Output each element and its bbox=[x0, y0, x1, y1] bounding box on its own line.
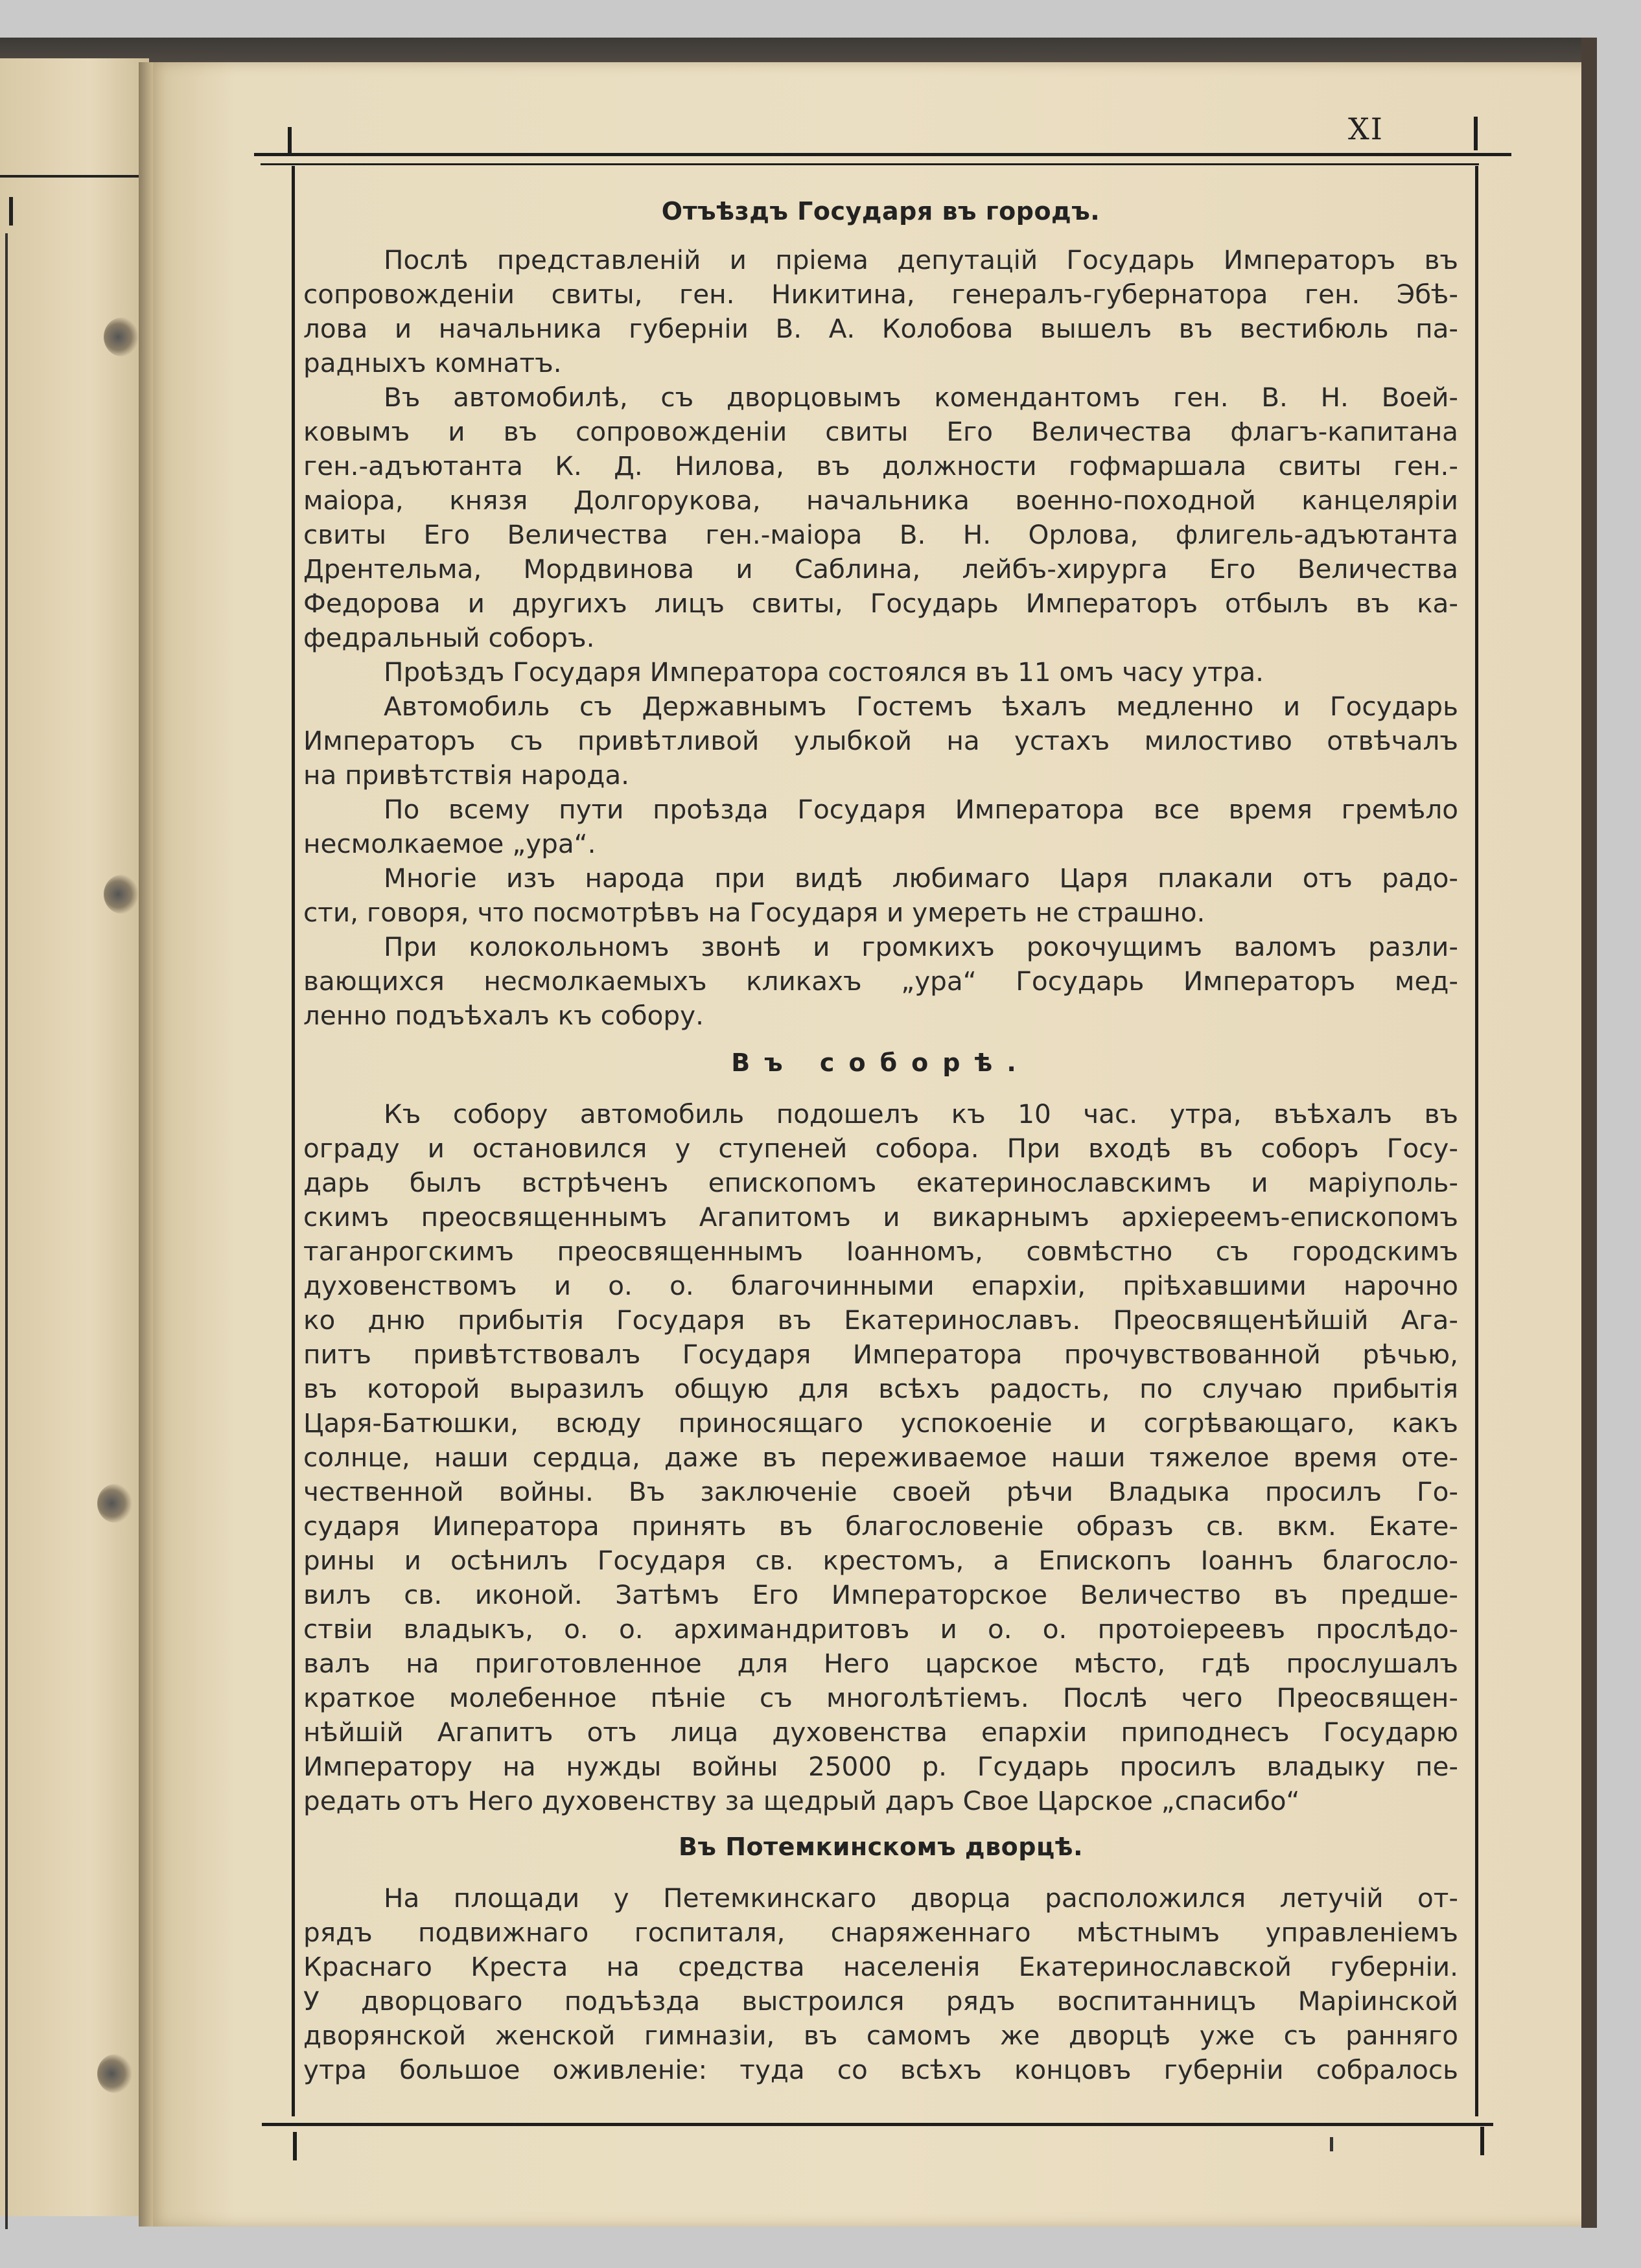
text-line: ко дню прибытія Государя въ Екатеринославъ. Преосвященѣйшій Ага- bbox=[303, 1304, 1458, 1336]
text-line: сопровожденіи свиты, ген. Никитина, генералъ-губернатора ген. Эбѣ- bbox=[303, 279, 1458, 310]
bottom-rule bbox=[262, 2123, 1493, 2126]
previous-page-frame-line bbox=[5, 233, 8, 2229]
text-line: Императору на нужды войны 25000 р. Гсударь просилъ владыку пе- bbox=[303, 1751, 1458, 1782]
text-line: ограду и остановился у ступеней собора. При входѣ въ соборъ Госу- bbox=[303, 1133, 1458, 1164]
text-line: У дворцоваго подъѣзда выстроился рядъ воспитанницъ Маріинской bbox=[303, 1985, 1458, 2017]
frame-right-line bbox=[1475, 166, 1478, 2116]
text-line: Императоръ съ привѣтливой улыбкой на устахъ милостиво отвѣчалъ bbox=[303, 725, 1458, 756]
paragraph bbox=[303, 380, 1458, 655]
text-line: питъ привѣтствовалъ Государя Императора прочувствованной рѣчью, bbox=[303, 1339, 1458, 1370]
text-line: вающихся несмолкаемыхъ кликахъ „ура“ Государь Императоръ мед- bbox=[303, 966, 1458, 997]
bottom-right-tick bbox=[1480, 2127, 1484, 2155]
page-body bbox=[303, 194, 1458, 2087]
binding-hole bbox=[104, 875, 140, 914]
text-line: Федорова и другихъ лицъ свиты, Государь Императоръ отбылъ въ ка- bbox=[303, 588, 1458, 619]
text-line: редать отъ Него духовенству за щедрый даръ Свое Царское „спасибо“ bbox=[303, 1785, 1300, 1816]
text-line: валъ на приготовленное для Него царское мѣсто, гдѣ прослушалъ bbox=[303, 1648, 1458, 1679]
text-line: несмолкаемое „ура“. bbox=[303, 828, 596, 859]
bottom-left-tick bbox=[293, 2132, 297, 2160]
text-line: На площади у Петемкинскаго дворца расположился летучій от- bbox=[384, 1882, 1458, 1914]
text-line: По всему пути проѣзда Государя Императора все время гремѣло bbox=[384, 794, 1458, 825]
text-line: въ которой выразилъ общую для всѣхъ радость, по случаю прибытія bbox=[303, 1373, 1458, 1404]
text-line: рядъ подвижнаго госпиталя, снаряженнаго мѣстнымъ управленіемъ bbox=[303, 1917, 1458, 1948]
frame-left-line bbox=[292, 166, 295, 2116]
text-line: свиты Его Величества ген.-маіора В. Н. Орлова, флигель-адъютанта bbox=[303, 519, 1458, 550]
top-rule-inner bbox=[261, 163, 1479, 165]
text-line: маіора, князя Долгорукова, начальника военно-походной канцеляріи bbox=[303, 485, 1458, 516]
text-line: лова и начальника губерніи В. А. Колобова вышелъ въ вестибюль па- bbox=[303, 313, 1458, 344]
text-line: Въ автомобилѣ, съ дворцовымъ комендантомъ ген. В. Н. Воей- bbox=[384, 382, 1458, 413]
text-line: скимъ преосвященнымъ Агапитомъ и викарнымъ архіереемъ-епископомъ bbox=[303, 1201, 1458, 1232]
top-right-tick bbox=[1474, 117, 1478, 150]
text-line: ленно подъѣхалъ къ собору. bbox=[303, 1000, 704, 1031]
text-line: сти, говоря, что посмотрѣвъ на Государя и умереть не страшно. bbox=[303, 897, 1205, 928]
page-number: XI bbox=[1348, 111, 1384, 146]
text-line: Автомобиль съ Державнымъ Гостемъ ѣхалъ медленно и Государь bbox=[384, 691, 1458, 722]
text-line: вилъ св. иконой. Затѣмъ Его Императорское Величество въ предше- bbox=[303, 1579, 1458, 1610]
text-line: Дрентельма, Мордвинова и Саблина, лейбъ-хирурга Его Величества bbox=[303, 553, 1458, 584]
text-line: радныхъ комнатъ. bbox=[303, 347, 562, 378]
text-line: дворянской женской гимназіи, въ самомъ же дворцѣ уже съ ранняго bbox=[303, 2020, 1458, 2051]
binding-hole bbox=[97, 2054, 134, 2093]
paragraph bbox=[303, 861, 1458, 930]
text-line: Къ собору автомобиль подошелъ къ 10 час. утра, въѣхалъ въ bbox=[384, 1098, 1458, 1129]
paragraph bbox=[303, 1097, 1458, 1818]
text-line: Послѣ представленій и пріема депутацій Государь Императоръ въ bbox=[384, 244, 1458, 275]
text-line: таганрогскимъ преосвященнымъ Іоанномъ, совмѣстно съ городскимъ bbox=[303, 1236, 1458, 1267]
binding-hole bbox=[97, 1484, 134, 1523]
text-line: ген.-адъютанта К. Д. Нилова, въ должности гофмаршала свиты ген.- bbox=[303, 450, 1458, 481]
text-line: федральный соборъ. bbox=[303, 622, 595, 653]
bottom-mark bbox=[1330, 2137, 1333, 2151]
paragraph bbox=[303, 243, 1458, 380]
top-left-tick bbox=[288, 127, 292, 156]
text-line: рины и осѣнилъ Государя св. крестомъ, а Епископъ Іоаннъ благосло- bbox=[303, 1545, 1458, 1576]
paragraph bbox=[303, 689, 1458, 793]
text-line: Краснаго Креста на средства населенія Екатеринославской губерніи. bbox=[303, 1951, 1458, 1982]
text-line: духовенствомъ и о. о. благочинными епархіи, пріѣхавшими нарочно bbox=[303, 1270, 1458, 1301]
top-rule bbox=[254, 153, 1511, 156]
text-line: Царя-Батюшки, всюду приносящаго успокоеніе и согрѣвающаго, какъ bbox=[303, 1407, 1458, 1439]
section-heading-palace: Въ Потемкинскомъ дворцѣ. bbox=[678, 1833, 1084, 1861]
text-line: дарь былъ встрѣченъ епископомъ екатеринославскимъ и маріуполь- bbox=[303, 1167, 1458, 1198]
text-line: нѣйшій Агапитъ отъ лица духовенства епархіи приподнесъ Государю bbox=[303, 1717, 1458, 1748]
binding-hole bbox=[104, 318, 140, 356]
text-line: солнце, наши сердца, даже въ переживаемое наши тяжелое время оте- bbox=[303, 1442, 1458, 1473]
text-line: Проѣздъ Государя Императора состоялся въ 11 омъ часу утра. bbox=[384, 656, 1264, 688]
text-line: Многіе изъ народа при видѣ любимаго Царя плакали отъ радо- bbox=[384, 862, 1458, 894]
book-cover-right-edge bbox=[1581, 38, 1597, 2228]
page-gutter bbox=[139, 62, 153, 2227]
text-line: на привѣтствія народа. bbox=[303, 759, 630, 791]
text-line: ковымъ и въ сопровожденіи свиты Его Величества флагъ-капитана bbox=[303, 416, 1458, 447]
paragraph bbox=[303, 655, 1458, 689]
paragraph bbox=[303, 930, 1458, 1033]
previous-page-rule bbox=[0, 175, 149, 178]
text-line: чественной войны. Въ заключеніе своей рѣчи Владыка просилъ Го- bbox=[303, 1476, 1458, 1507]
section-heading-departure: Отъѣздъ Государя въ городъ. bbox=[661, 197, 1100, 226]
section-heading-cathedral: Въ соборѣ. bbox=[731, 1048, 1030, 1077]
paragraph bbox=[303, 793, 1458, 861]
previous-page-edge bbox=[0, 58, 149, 2216]
paragraph bbox=[303, 1881, 1458, 2087]
text-line: краткое молебенное пѣніе съ многолѣтіемъ. Послѣ чего Преосвящен- bbox=[303, 1682, 1458, 1713]
text-line: сударя Ииператора принять въ благословеніе образъ св. вкм. Екате- bbox=[303, 1510, 1458, 1542]
text-line: При колокольномъ звонѣ и громкихъ рокочущимъ валомъ разли- bbox=[384, 931, 1458, 962]
text-line: утра большое оживленіе: туда со всѣхъ концовъ губерніи собралось bbox=[303, 2054, 1458, 2085]
previous-page-mark bbox=[9, 197, 13, 226]
text-line: ствіи владыкъ, о. о. архимандритовъ и о. о. протоіереевъ прослѣдо- bbox=[303, 1614, 1458, 1645]
